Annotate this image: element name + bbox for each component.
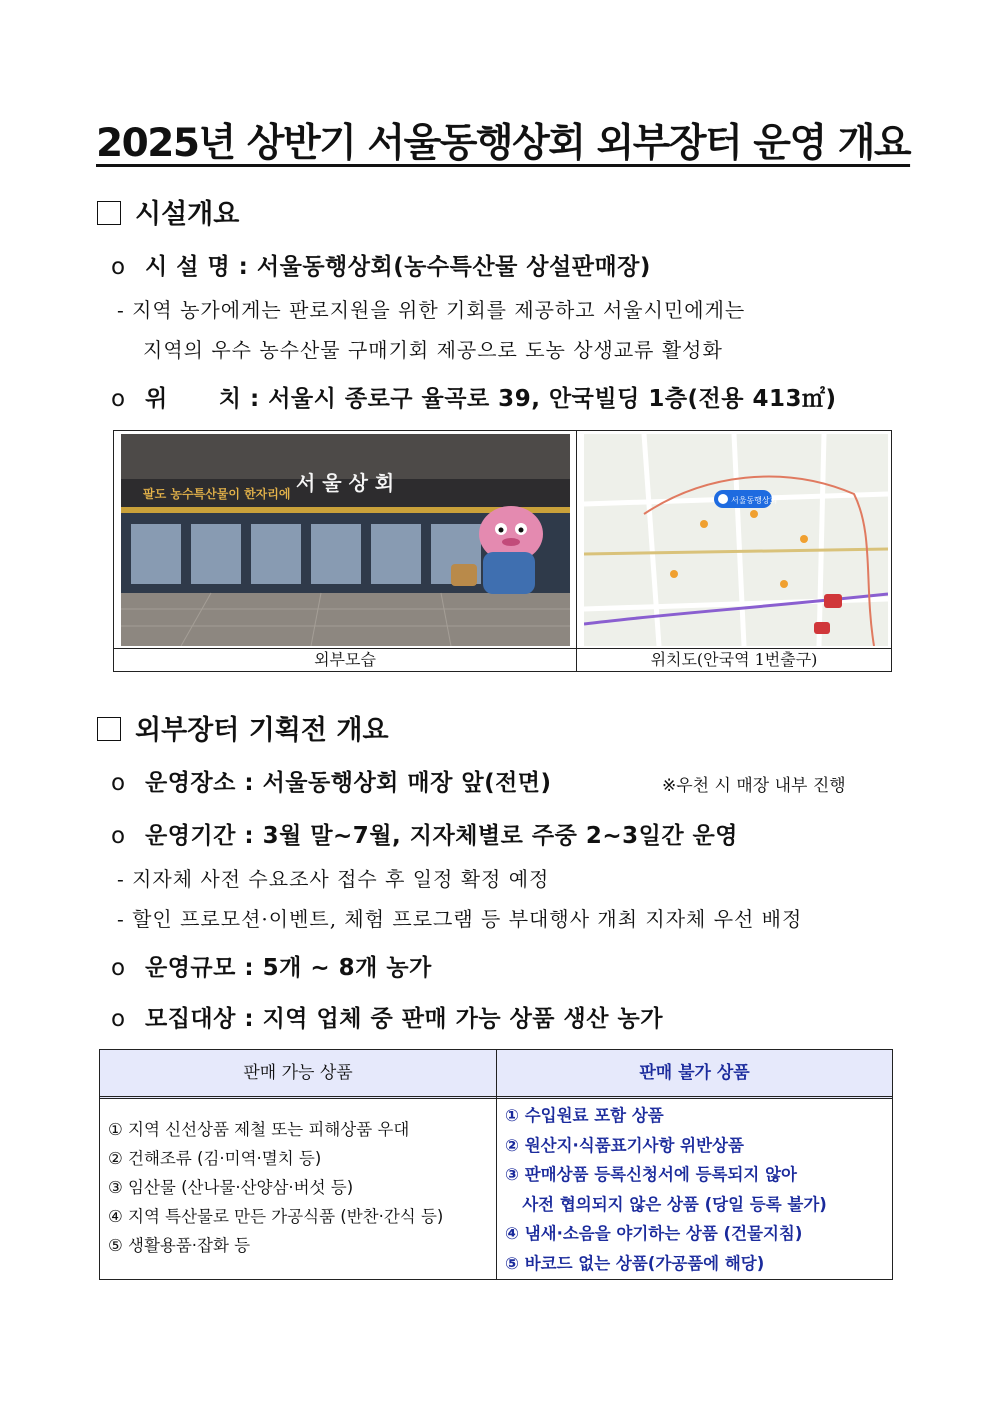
bullet-icon: o bbox=[111, 386, 126, 412]
section-heading-market bbox=[97, 708, 389, 747]
list-item: ① 수입원료 포함 상품 bbox=[505, 1106, 664, 1125]
banner-text: 팔도 농수특산물이 한자리에 bbox=[143, 487, 291, 501]
target-row bbox=[111, 1000, 663, 1033]
list-item: ③ 임산물 (산나물·산양삼·버섯 등) bbox=[108, 1178, 354, 1197]
section-heading-text: 외부장터 기획전 개요 bbox=[135, 715, 389, 746]
bullet-icon: o bbox=[111, 254, 126, 280]
place-value: 서울동행상회 매장 앞(전면) bbox=[262, 770, 552, 796]
caption-photo: 외부모습 bbox=[314, 650, 376, 669]
target-label: 모집대상 : bbox=[145, 1006, 255, 1032]
rain-note: ※우천 시 매장 내부 진행 bbox=[662, 776, 846, 796]
period-label: 운영기간 : bbox=[145, 823, 255, 849]
period-row bbox=[111, 817, 738, 850]
list-item: ① 지역 신선상품 제철 또는 피해상품 우대 bbox=[108, 1120, 410, 1139]
period-sub2: - 할인 프로모션·이벤트, 체험 프로그램 등 부대행사 개최 지자체 우선 배정 bbox=[117, 907, 803, 931]
list-item: ⑤ 바코드 없는 상품(가공품에 해당) bbox=[505, 1253, 765, 1273]
list-item: ④ 냄새·소음을 야기하는 상품 (건물지침) bbox=[505, 1224, 803, 1243]
map-pin-label: 서울동행상회 bbox=[731, 496, 778, 505]
facility-image-table bbox=[113, 430, 892, 672]
table-divider bbox=[576, 431, 577, 671]
facility-name-label: 시 설 명 : bbox=[145, 254, 249, 280]
product-table bbox=[99, 1049, 893, 1280]
section-heading-facility bbox=[97, 192, 239, 231]
scale-row bbox=[111, 949, 432, 982]
scale-label: 운영규모 : bbox=[145, 955, 255, 981]
list-item: 사전 협의되지 않은 상품 (당일 등록 불가) bbox=[505, 1194, 827, 1214]
period-sub1: - 지자체 사전 수요조사 접수 후 일정 확정 예정 bbox=[117, 867, 550, 891]
facility-name-value: 서울동행상회(농수특산물 상설판매장) bbox=[256, 254, 651, 280]
list-item: ② 원산지·식품표기사항 위반상품 bbox=[505, 1135, 744, 1155]
location-label: 위 치 : bbox=[145, 386, 260, 412]
list-item: ③ 판매상품 등록신청서에 등록되지 않아 bbox=[505, 1165, 797, 1184]
list-item: ④ 지역 특산물로 만든 가공식품 (반찬·간식 등) bbox=[108, 1207, 444, 1226]
allowed-header: 판매 가능 상품 bbox=[243, 1063, 353, 1083]
place-row bbox=[111, 764, 552, 797]
banned-list bbox=[505, 1102, 827, 1279]
section-heading-text: 시설개요 bbox=[135, 199, 240, 230]
list-item: ② 건해조류 (김·미역·멸치 등) bbox=[108, 1149, 322, 1168]
period-value: 3월 말~7월, 지자체별로 주중 2~3일간 운영 bbox=[262, 823, 738, 849]
banned-header: 판매 불가 상품 bbox=[639, 1063, 750, 1083]
location-map bbox=[584, 434, 888, 646]
bullet-icon: o bbox=[111, 823, 126, 849]
bullet-icon: o bbox=[111, 955, 126, 981]
checkbox-square-icon bbox=[97, 201, 121, 225]
page-title: 2025년 상반기 서울동행상회 외부장터 운영 개요 bbox=[96, 121, 911, 166]
facility-desc-line1: - 지역 농가에게는 판로지원을 위한 기회를 제공하고 서울시민에게는 bbox=[117, 298, 746, 322]
list-item: ⑤ 생활용품·잡화 등 bbox=[108, 1236, 251, 1255]
caption-map: 위치도(안국역 1번출구) bbox=[650, 650, 818, 669]
storefront-photo bbox=[121, 434, 570, 646]
place-label: 운영장소 : bbox=[145, 770, 255, 796]
store-sign-text: 서 울 상 회 bbox=[296, 471, 395, 495]
facility-location-row bbox=[111, 380, 837, 413]
location-value: 서울시 종로구 율곡로 39, 안국빌딩 1층(전용 413㎡) bbox=[268, 386, 837, 412]
target-value: 지역 업체 중 판매 가능 상품 생산 농가 bbox=[262, 1006, 663, 1032]
bullet-icon: o bbox=[111, 770, 126, 796]
scale-value: 5개 ~ 8개 농가 bbox=[262, 955, 432, 981]
facility-name-row bbox=[111, 248, 651, 281]
allowed-list bbox=[108, 1116, 443, 1261]
bullet-icon: o bbox=[111, 1006, 126, 1032]
facility-desc-line2: 지역의 우수 농수산물 구매기회 제공으로 도농 상생교류 활성화 bbox=[143, 338, 723, 362]
checkbox-square-icon bbox=[97, 717, 121, 741]
